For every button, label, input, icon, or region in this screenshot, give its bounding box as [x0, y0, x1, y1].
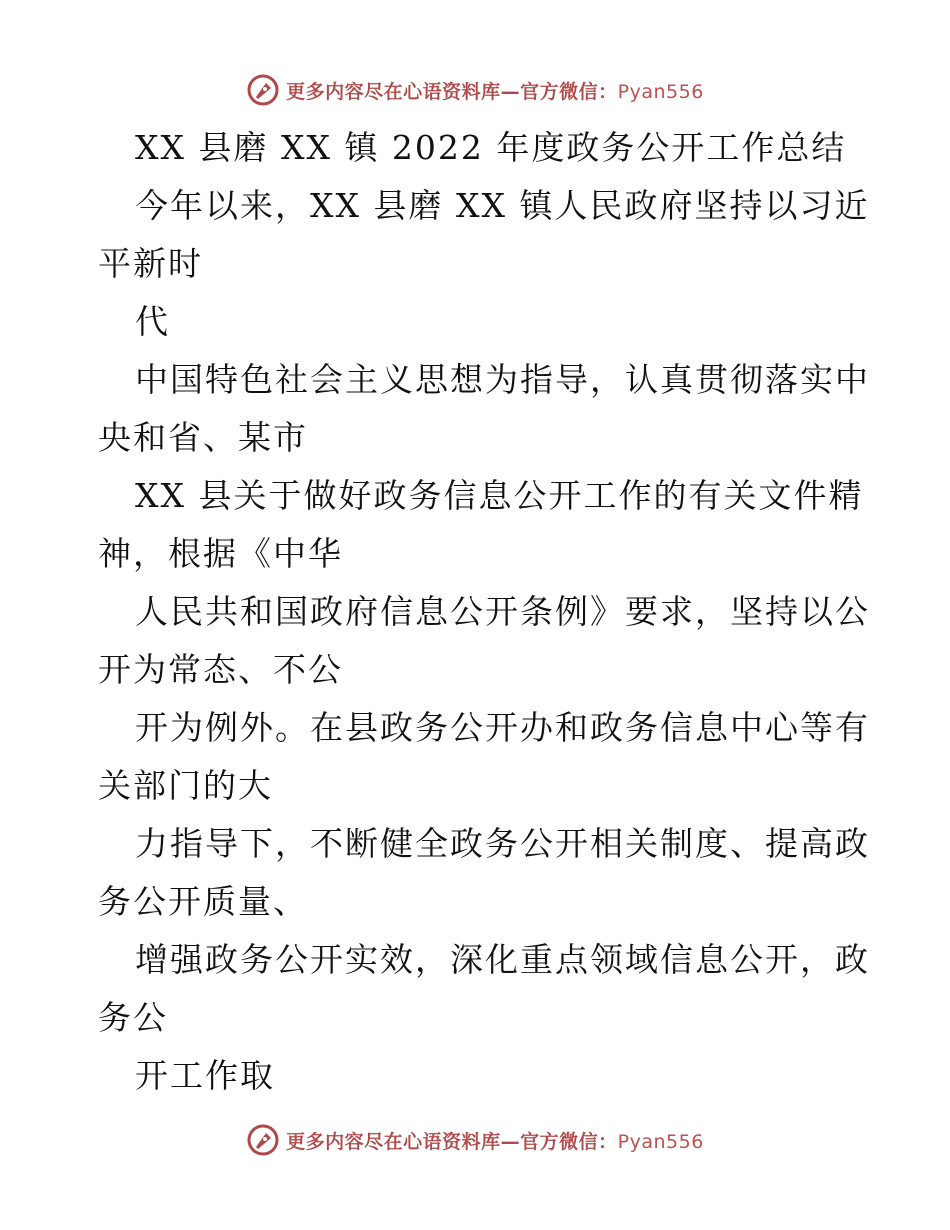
text-line: 中国特色社会主义思想为指导，认真贯彻落实中	[135, 360, 870, 399]
text-line: 开工作取	[135, 1056, 275, 1095]
text-line: 力指导下，不断健全政务公开相关制度、提高政	[135, 824, 870, 863]
text-line: 神，根据《中华	[98, 534, 343, 573]
text-line: 央和省、某市	[98, 418, 308, 457]
text-line: 开为例外。在县政务公开办和政务信息中心等有	[135, 708, 870, 747]
text-line: 人民共和国政府信息公开条例》要求，坚持以公	[135, 592, 870, 631]
text-line: 平新时	[98, 244, 203, 283]
text-line: 代	[135, 302, 170, 341]
text-line: 务公开质量、	[98, 882, 308, 921]
text-line: XX 县关于做好政务信息公开工作的有关文件精	[135, 476, 864, 515]
banner-account: Pyan556	[617, 1130, 704, 1153]
banner-slogan: 更多内容尽在心语资料库—官方微信：	[286, 80, 618, 103]
text-line: 关部门的大	[98, 766, 273, 805]
document-title: XX 县磨 XX 镇 2022 年度政务公开工作总结	[135, 128, 847, 167]
header-banner	[0, 70, 950, 110]
banner-account: Pyan556	[617, 80, 704, 103]
footer-banner	[0, 1120, 950, 1160]
text-line: 增强政务公开实效，深化重点领域信息公开，政	[135, 940, 870, 979]
pen-nib-logo-icon	[246, 1123, 280, 1157]
banner-slogan: 更多内容尽在心语资料库—官方微信：	[286, 1130, 618, 1153]
text-line: 今年以来，XX 县磨 XX 镇人民政府坚持以习近	[135, 186, 870, 225]
text-line: 开为常态、不公	[98, 650, 343, 689]
banner-text	[286, 77, 704, 104]
pen-nib-logo-icon	[246, 73, 280, 107]
banner-text	[286, 1127, 704, 1154]
text-line: 务公	[98, 998, 168, 1037]
